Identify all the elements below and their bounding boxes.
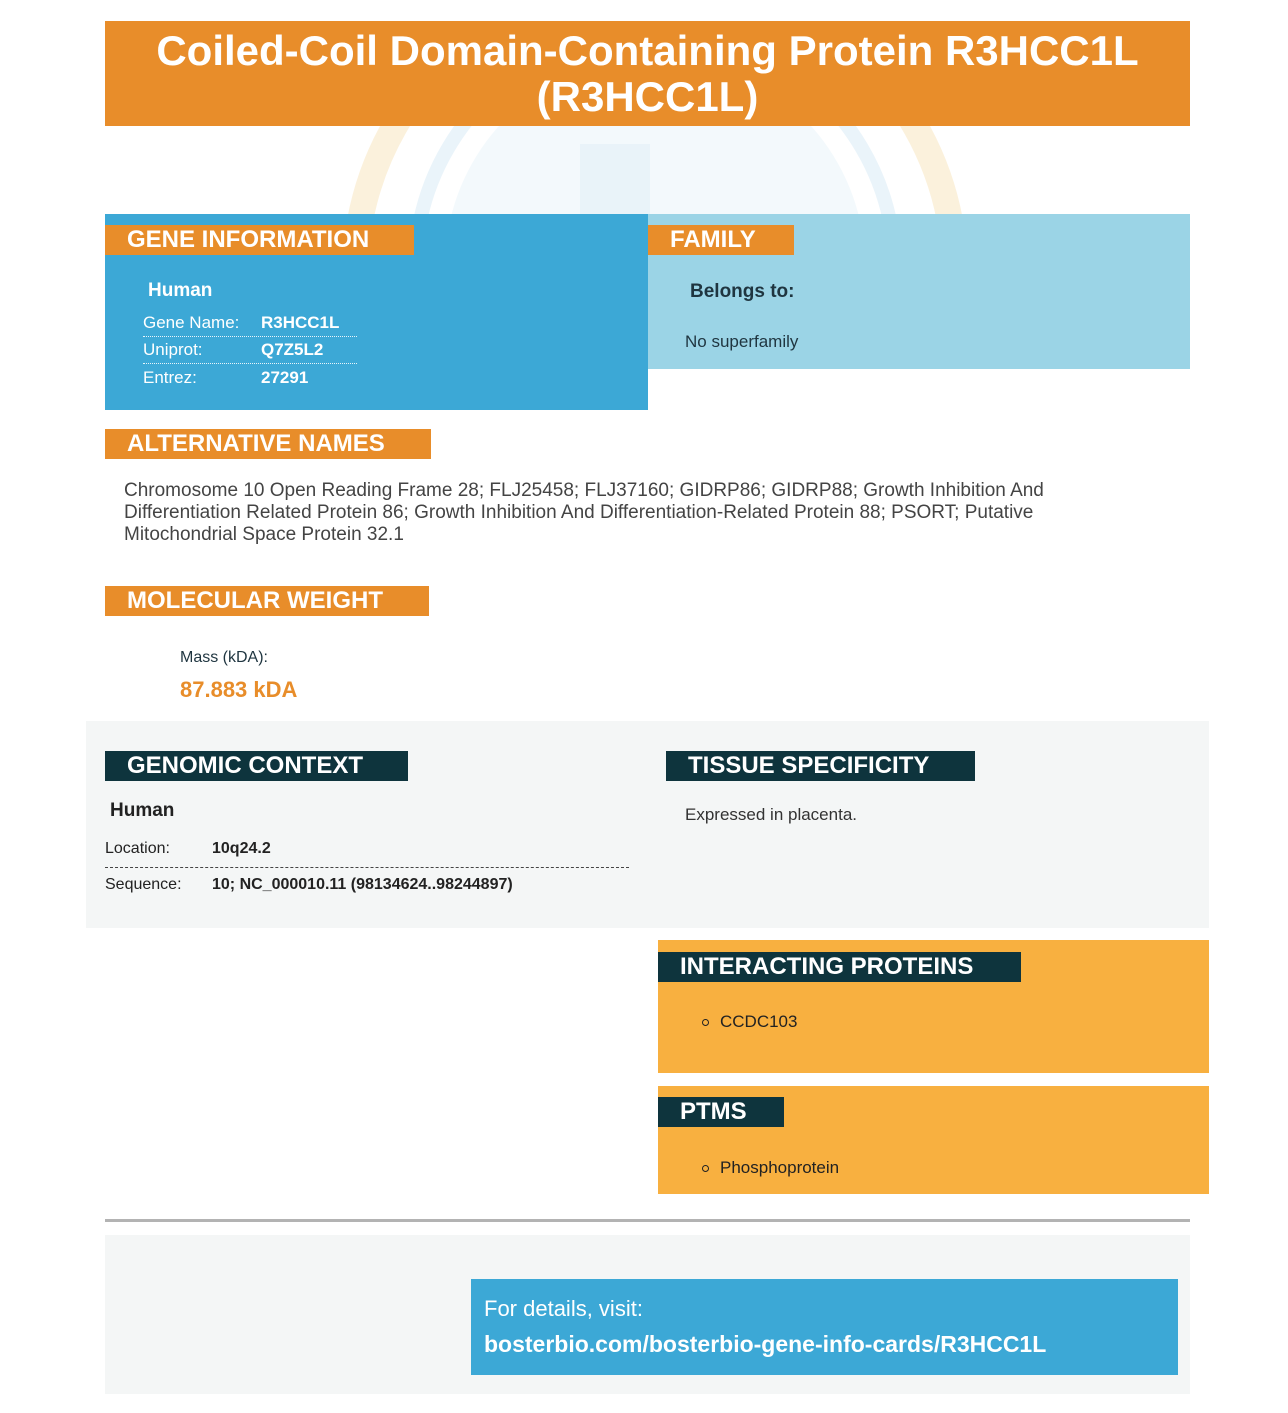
gene-name-label: Gene Name: <box>143 313 240 332</box>
location-label: Location: <box>105 840 170 857</box>
uniprot-label: Uniprot: <box>143 340 203 359</box>
gene-name-value: R3HCC1L <box>261 313 340 332</box>
page-title <box>105 21 1190 126</box>
ptms-panel <box>658 1086 1209 1194</box>
sequence-label: Sequence: <box>105 876 182 893</box>
tissue-specificity-header: TISSUE SPECIFICITY <box>666 751 975 781</box>
visit-link[interactable]: bosterbio.com/bosterbio-gene-info-cards/R3HCC1L <box>484 1331 1047 1357</box>
ptms-header: PTMS <box>658 1097 784 1127</box>
genomic-context-panel <box>86 721 1209 928</box>
uniprot-value: Q7Z5L2 <box>261 340 324 359</box>
entrez-row <box>143 364 357 391</box>
entrez-value: 27291 <box>261 368 309 387</box>
gene-name-row <box>143 309 357 337</box>
gene-information-header: GENE INFORMATION <box>105 225 414 255</box>
molecular-weight-header: MOLECULAR WEIGHT <box>105 586 429 616</box>
list-item: CCDC103 <box>702 1012 797 1032</box>
list-item: Phosphoprotein <box>702 1158 839 1178</box>
gene-information-panel <box>105 214 648 410</box>
genomic-context-header: GENOMIC CONTEXT <box>105 751 408 781</box>
visit-box <box>471 1279 1178 1375</box>
title-line-2: (R3HCC1L) <box>536 72 759 120</box>
sequence-value: 10; NC_000010.11 (98134624..98244897) <box>212 876 513 893</box>
family-header: FAMILY <box>648 225 794 255</box>
tissue-specificity-text: Expressed in placenta. <box>685 805 857 824</box>
interacting-proteins-header: INTERACTING PROTEINS <box>658 952 1021 982</box>
family-value: No superfamily <box>685 332 799 351</box>
title-line-1: Coiled-Coil Domain-Containing Protein R3HCC1L <box>156 26 1139 74</box>
uniprot-row <box>143 336 357 364</box>
footer-divider <box>105 1219 1190 1222</box>
mass-label: Mass (kDA): <box>180 649 268 666</box>
family-panel <box>648 214 1190 369</box>
interacting-proteins-panel <box>658 940 1209 1073</box>
mass-value: 87.883 kDA <box>180 677 298 702</box>
entrez-label: Entrez: <box>143 368 197 387</box>
alternative-names-text: Chromosome 10 Open Reading Frame 28; FLJ25458; FLJ37160; GIDRP86; GIDRP88; Growth Inhibition And Differentiation Related Protein 86; Growth Inhibition And Differentiation-Related Protein 88; PSORT; Putative Mitochondrial Space Protein 32.1 <box>124 480 1044 545</box>
belongs-to-label: Belongs to: <box>690 281 795 302</box>
logo-watermark <box>340 126 970 221</box>
gene-species: Human <box>148 280 213 301</box>
genomic-species: Human <box>110 800 175 821</box>
visit-label: For details, visit: <box>484 1296 643 1321</box>
alternative-names-header: ALTERNATIVE NAMES <box>105 429 431 459</box>
location-value: 10q24.2 <box>212 840 271 857</box>
ptms-list <box>702 1158 839 1178</box>
interacting-proteins-list <box>702 1012 797 1032</box>
genomic-divider <box>105 867 629 868</box>
